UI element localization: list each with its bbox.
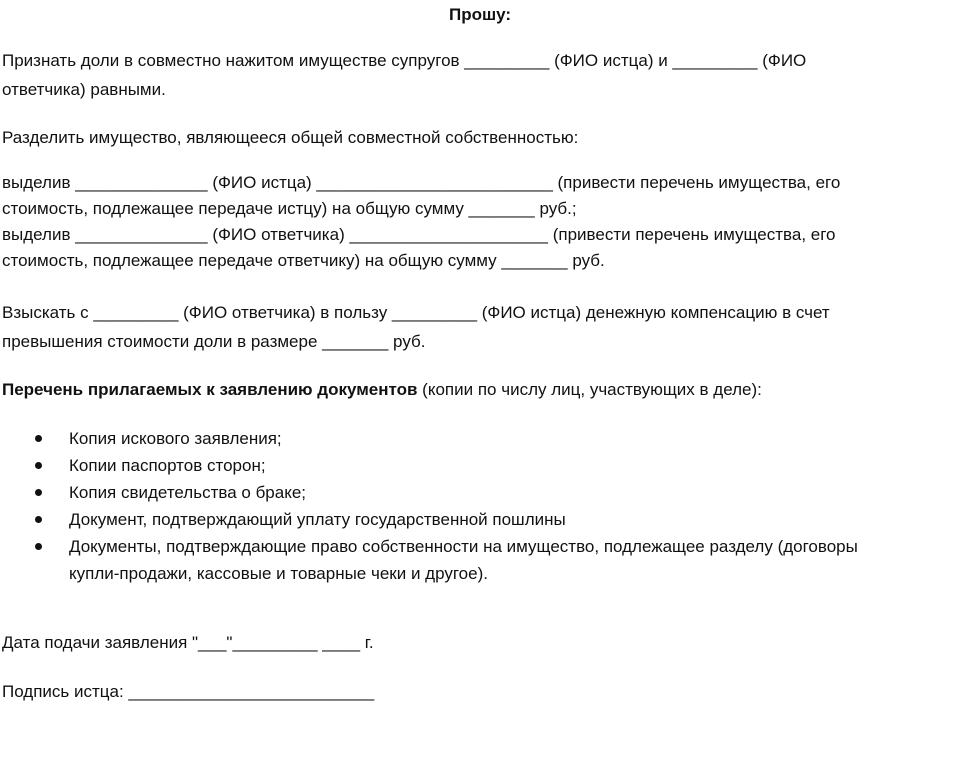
bullet-icon: [35, 462, 42, 469]
attachments-title-rest: (копии по числу лиц, участвующих в деле):: [417, 380, 762, 399]
list-item: [0, 452, 960, 479]
attachments-list: [0, 425, 960, 587]
bullet-icon: [35, 543, 42, 550]
paragraph-compensation-line-1: Взыскать с _________ (ФИО ответчика) в пользу _________ (ФИО истца) денежную компенсацию в счет: [2, 303, 830, 322]
paragraph-allocate-line-4: стоимость, подлежащее передаче ответчику) на общую сумму _______ руб.: [2, 251, 605, 270]
attachments-title: [2, 375, 952, 404]
signature-line: Подпись истца: __________________________: [2, 682, 375, 701]
list-item-text: Копия искового заявления;: [69, 429, 282, 448]
list-item-text: Копии паспортов сторон;: [69, 456, 266, 475]
date-line: Дата подачи заявления "___"_________ ____ г.: [2, 633, 374, 652]
paragraph-compensation-line-2: превышения стоимости доли в размере _______ руб.: [2, 332, 426, 351]
paragraph-shares: [2, 46, 952, 104]
list-item: [0, 479, 960, 506]
list-item: [0, 533, 960, 587]
attachments-title-bold: Перечень прилагаемых к заявлению документов: [2, 380, 418, 399]
list-item: [0, 425, 960, 452]
paragraph-compensation: [2, 298, 952, 356]
paragraph-divide: Разделить имущество, являющееся общей совместной собственностью:: [2, 128, 579, 147]
list-item-text: Копия свидетельства о браке;: [69, 483, 307, 502]
paragraph-allocate-line-1: выделив ______________ (ФИО истца) _________________________ (привести перечень имущества, его: [2, 173, 841, 192]
list-item-text-line-1: Документы, подтверждающие право собственности на имущество, подлежащее разделу (договоры: [69, 537, 858, 556]
heading-proshu: Прошу:: [448, 5, 512, 24]
paragraph-allocate: [2, 170, 952, 274]
list-item-text-line-2: купли-продажи, кассовые и товарные чеки и другое).: [69, 564, 488, 583]
paragraph-shares-line-2: ответчика) равными.: [2, 80, 166, 99]
paragraph-shares-line-1: Признать доли в совместно нажитом имуществе супругов _________ (ФИО истца) и _________ (ФИО: [2, 51, 807, 70]
paragraph-allocate-line-2: стоимость, подлежащее передаче истцу) на общую сумму _______ руб.;: [2, 199, 577, 218]
bullet-icon: [35, 435, 42, 442]
bullet-icon: [35, 516, 42, 523]
list-item-text: Документ, подтверждающий уплату государственной пошлины: [69, 510, 566, 529]
paragraph-allocate-line-3: выделив ______________ (ФИО ответчика) _____________________ (привести перечень имущества, его: [2, 225, 836, 244]
bullet-icon: [35, 489, 42, 496]
list-item: [0, 506, 960, 533]
